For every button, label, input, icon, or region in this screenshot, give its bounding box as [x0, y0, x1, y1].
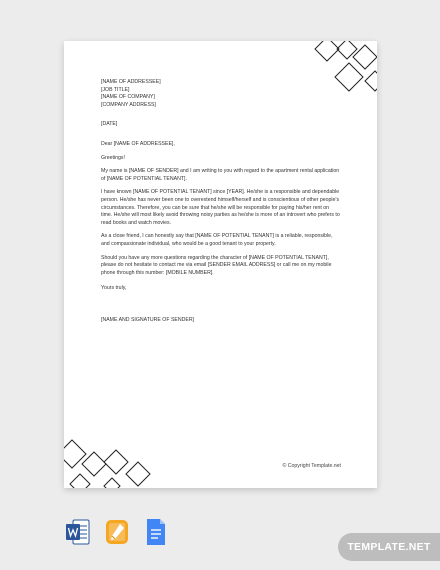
signature-line: [NAME AND SIGNATURE OF SENDER]: [101, 316, 195, 323]
pages-icon: [105, 517, 129, 547]
letter-date: [DATE]: [101, 121, 118, 128]
template-net-badge[interactable]: TEMPLATE.NET: [338, 533, 440, 561]
closing: Yours truly,: [101, 285, 127, 292]
paragraph-2: I have known [NAME OF POTENTIAL TENANT] since [YEAR]. He/she is a responsible and dependable person. He/she has never been one to overextend himself/herself and is conscientious of other people's circumstances. Therefore, you can be sure that he/she will be responsible for paying his/her rent on time. He/she will most likely avoid throwing noisy parties as he/she is more of an introvert who prefers to read books and watch movies.: [101, 189, 340, 226]
addressee-block: [101, 79, 341, 109]
word-icon: [66, 517, 90, 547]
addressee-job-title: [JOB TITLE]: [101, 86, 130, 93]
paragraph-4: Should you have any more questions regarding the character of [NAME OF POTENTIAL TENANT], please do not hesitate to contact me via email [SENDER EMAIL ADDRESS] or call me on my mobile phone through this number: [MOBILE NUMBER].: [101, 254, 332, 276]
letter-body: [101, 79, 341, 330]
document-page: [64, 41, 377, 488]
greeting: Greetings!: [101, 154, 125, 161]
addressee-company-address: [COMPANY ADDRESS]: [101, 101, 156, 108]
paragraph-1: My name is [NAME OF SENDER] and I am writing to you with regard to the apartment rental application of [NAME OF POTENTIAL TENANT].: [101, 168, 340, 182]
corner-diamond-decoration: [64, 436, 169, 488]
compatible-apps: [66, 517, 168, 547]
google-docs-icon: [144, 517, 168, 547]
paragraph-3: As a close friend, I can honestly say that [NAME OF POTENTIAL TENANT] is a reliable, responsible, and compassionate individual, who would be a good tenant to your property.: [101, 233, 333, 247]
addressee-name: [NAME OF ADDRESSEE]: [101, 79, 161, 85]
copyright-text: © Copyright Template.net: [282, 463, 341, 469]
addressee-company: [NAME OF COMPANY]: [101, 94, 155, 101]
salutation: Dear [NAME OF ADDRESSEE],: [101, 140, 175, 147]
